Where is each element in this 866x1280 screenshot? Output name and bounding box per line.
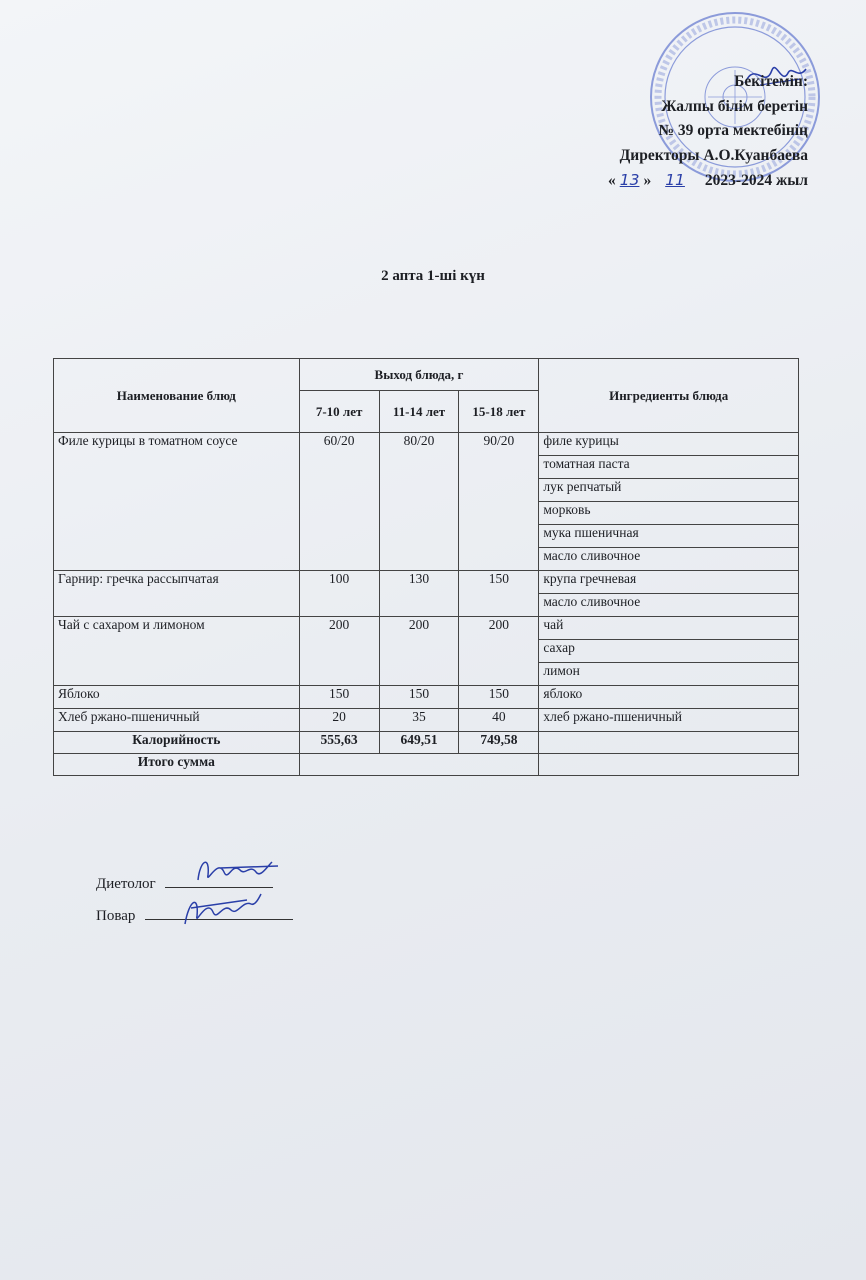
dish-output-7-10: 60/20 [299, 433, 379, 571]
date-year: 2023-2024 жыл [704, 172, 808, 189]
dish-output-15-18: 40 [459, 709, 539, 732]
dish-name: Чай с сахаром и лимоном [54, 617, 300, 686]
date-quote-open: « [607, 172, 616, 189]
date-day: 13 [619, 171, 640, 189]
dish-name: Яблоко [54, 686, 300, 709]
dish-output-11-14: 200 [379, 617, 459, 686]
ingredient-cell: лимон [539, 663, 799, 686]
ingredient-cell: сахар [539, 640, 799, 663]
ingredient-cell: крупа гречневая [539, 571, 799, 594]
calories-ingredients-empty [539, 732, 799, 754]
menu-table [53, 358, 799, 776]
dish-name: Филе курицы в томатном соусе [54, 433, 300, 571]
ingredient-cell: мука пшеничная [539, 525, 799, 548]
ingredient-cell: лук репчатый [539, 479, 799, 502]
approval-line-2: Жалпы білім беретін [661, 97, 808, 115]
ingredient-cell: чай [539, 617, 799, 640]
ingredient-cell: морковь [539, 502, 799, 525]
approval-date [608, 168, 808, 194]
ingredient-cell: яблоко [539, 686, 799, 709]
dish-output-11-14: 80/20 [379, 433, 459, 571]
dish-name: Гарнир: гречка рассыпчатая [54, 571, 300, 617]
ingredient-cell: филе курицы [539, 433, 799, 456]
cook-label: Повар [96, 908, 136, 924]
ingredient-cell: томатная паста [539, 456, 799, 479]
ingredient-cell: масло сливочное [539, 594, 799, 617]
dish-output-15-18: 200 [459, 617, 539, 686]
calories-label: Калорийность [54, 732, 300, 754]
dish-output-15-18: 90/20 [459, 433, 539, 571]
dish-output-11-14: 150 [379, 686, 459, 709]
table-row [54, 709, 799, 732]
dietitian-signature [190, 850, 285, 890]
header-age-7-10: 7-10 лет [299, 391, 379, 433]
approval-line-3: № 39 орта мектебінің [658, 122, 808, 139]
dietitian-label: Диетолог [96, 876, 156, 892]
total-label: Итого сумма [54, 754, 300, 776]
ingredient-cell: масло сливочное [539, 548, 799, 571]
calories-7-10: 555,63 [299, 732, 379, 754]
header-name: Наименование блюд [54, 359, 300, 433]
total-ingredients-empty [539, 754, 799, 776]
dish-output-7-10: 150 [299, 686, 379, 709]
dish-output-15-18: 150 [459, 571, 539, 617]
header-age-15-18: 15-18 лет [459, 391, 539, 433]
ingredient-cell: хлеб ржано-пшеничный [539, 709, 799, 732]
approval-line-4: Директоры А.О.Куанбаева [619, 146, 808, 164]
dish-name: Хлеб ржано-пшеничный [54, 709, 300, 732]
calories-11-14: 649,51 [379, 732, 459, 754]
table-row [54, 617, 799, 640]
dish-output-11-14: 130 [379, 571, 459, 617]
total-value-empty [299, 754, 539, 776]
calories-15-18: 749,58 [459, 732, 539, 754]
table-row [54, 571, 799, 594]
header-age-11-14: 11-14 лет [379, 391, 459, 433]
dish-output-15-18: 150 [459, 686, 539, 709]
dish-output-7-10: 20 [299, 709, 379, 732]
dish-output-7-10: 100 [299, 571, 379, 617]
approval-block [608, 70, 808, 194]
dish-rows [54, 433, 799, 732]
date-month: 11 [665, 171, 685, 189]
cook-signature [175, 888, 265, 930]
dish-output-7-10: 200 [299, 617, 379, 686]
table-row [54, 686, 799, 709]
page-title: 2 апта 1-ші күн [381, 268, 485, 284]
table-row [54, 433, 799, 456]
approval-line-1: Бекітемін: [734, 73, 808, 90]
dish-output-11-14: 35 [379, 709, 459, 732]
header-output: Выход блюда, г [299, 359, 539, 391]
date-quote-close: » [643, 172, 652, 189]
header-ingredients: Ингредиенты блюда [539, 359, 799, 433]
